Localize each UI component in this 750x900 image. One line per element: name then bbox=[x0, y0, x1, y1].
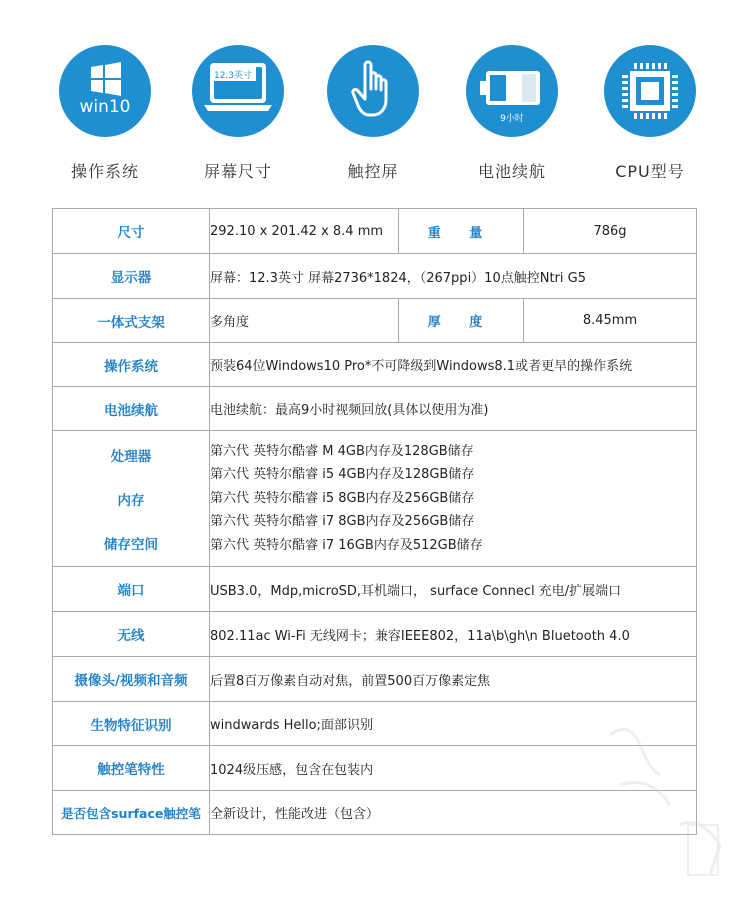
feature-label-battery: 电池续航 bbox=[477, 162, 546, 181]
spec-row-battery bbox=[53, 387, 697, 431]
spec-value-cpu-group bbox=[210, 431, 697, 567]
spec-row-cpu bbox=[53, 431, 697, 567]
spec-label-display: 显示器 bbox=[53, 254, 210, 299]
spec-label-processor: 处理器 bbox=[110, 448, 152, 465]
spec-value-wireless: 802.11ac Wi-Fi 无线网卡；兼容IEEE802，11a\b\gh\n Bluetooth 4.0 bbox=[210, 612, 697, 657]
feature-icons-row bbox=[0, 0, 750, 200]
spec-label-storage: 储存空间 bbox=[104, 536, 158, 553]
spec-label-wireless: 无线 bbox=[53, 612, 210, 657]
battery-hours-text: 9小时 bbox=[500, 114, 524, 124]
spec-value-os: 预装64位Windows10 Pro*不可降级到Windows8.1或者更早的操作系统 bbox=[210, 343, 697, 387]
feature-touch bbox=[313, 45, 433, 182]
spec-value-weight: 786g bbox=[524, 209, 697, 254]
spec-value-camera: 后置8百万像素自动对焦，前置500百万像素定焦 bbox=[210, 657, 697, 702]
spec-value-display: 屏幕：12.3英寸 屏幕2736*1824，（267ppi）10点触控Ntri G5 bbox=[210, 254, 697, 299]
spec-label-os: 操作系统 bbox=[53, 343, 210, 387]
spec-row-stand bbox=[53, 299, 697, 343]
spec-row-wireless bbox=[53, 612, 697, 657]
spec-row-display bbox=[53, 254, 697, 299]
spec-value-thickness: 8.45mm bbox=[524, 299, 697, 343]
windows-icon bbox=[59, 45, 151, 137]
spec-label-pen: 触控笔特性 bbox=[53, 746, 210, 791]
spec-value-pen-included: 全新设计，性能改进（包含） bbox=[210, 791, 697, 835]
spec-label-stand: 一体式支架 bbox=[53, 299, 210, 343]
spec-table bbox=[52, 208, 697, 835]
feature-battery bbox=[452, 45, 572, 182]
spec-label-camera: 摄像头/视频和音频 bbox=[53, 657, 210, 702]
spec-row-biometric bbox=[53, 702, 697, 746]
feature-label-os: 操作系统 bbox=[70, 162, 139, 181]
laptop-screen-icon bbox=[192, 45, 284, 137]
spec-value-ports: USB3.0，Mdp,microSD,耳机端口， surface Connecl 充电/扩展端口 bbox=[210, 567, 697, 612]
feature-os bbox=[45, 45, 165, 182]
cpu-config-item: 第六代 英特尔酷睿 i7 8GB内存及256GB储存 bbox=[210, 514, 475, 530]
cpu-config-item: 第六代 英特尔酷睿 i7 16GB内存及512GB储存 bbox=[210, 537, 483, 553]
spec-row-ports bbox=[53, 567, 697, 612]
spec-value-size: 292.10 x 201.42 x 8.4 mm bbox=[210, 209, 399, 254]
spec-value-stand: 多角度 bbox=[210, 299, 399, 343]
win10-text: win10 bbox=[79, 97, 131, 117]
feature-label-screen: 屏幕尺寸 bbox=[203, 162, 272, 181]
spec-row-pen bbox=[53, 746, 697, 791]
spec-row-pen-included bbox=[53, 791, 697, 835]
spec-row-camera bbox=[53, 657, 697, 702]
spec-label-size: 尺寸 bbox=[53, 209, 210, 254]
feature-label-cpu: CPU型号 bbox=[615, 162, 685, 181]
spec-label-biometric: 生物特征识别 bbox=[53, 702, 210, 746]
spec-label-pen-included: 是否包含surface触控笔 bbox=[53, 791, 210, 835]
spec-value-battery: 电池续航：最高9小时视频回放(具体以使用为准) bbox=[210, 387, 697, 431]
feature-label-touch: 触控屏 bbox=[347, 162, 399, 181]
cpu-config-item: 第六代 英特尔酷睿 i5 4GB内存及128GB储存 bbox=[210, 467, 475, 483]
spec-value-biometric: windwards Hello;面部识别 bbox=[210, 702, 697, 746]
spec-label-memory: 内存 bbox=[117, 492, 145, 509]
spec-value-pen: 1024级压感，包含在包装内 bbox=[210, 746, 697, 791]
spec-row-os bbox=[53, 343, 697, 387]
cpu-config-item: 第六代 英特尔酷睿 M 4GB内存及128GB储存 bbox=[210, 443, 474, 459]
feature-cpu bbox=[590, 45, 710, 182]
spec-label-ports: 端口 bbox=[53, 567, 210, 612]
spec-label-thickness: 厚 度 bbox=[399, 299, 524, 343]
screen-size-text: 12.3英寸 bbox=[213, 71, 253, 81]
spec-label-cpu-group bbox=[53, 431, 210, 567]
cpu-chip-icon bbox=[604, 45, 696, 137]
spec-row-size bbox=[53, 209, 697, 254]
spec-label-battery: 电池续航 bbox=[53, 387, 210, 431]
cpu-config-item: 第六代 英特尔酷睿 i5 8GB内存及256GB储存 bbox=[210, 490, 475, 506]
touch-hand-icon bbox=[327, 45, 419, 137]
spec-label-weight: 重 量 bbox=[399, 209, 524, 254]
feature-screen bbox=[178, 45, 298, 182]
battery-icon bbox=[466, 45, 558, 137]
